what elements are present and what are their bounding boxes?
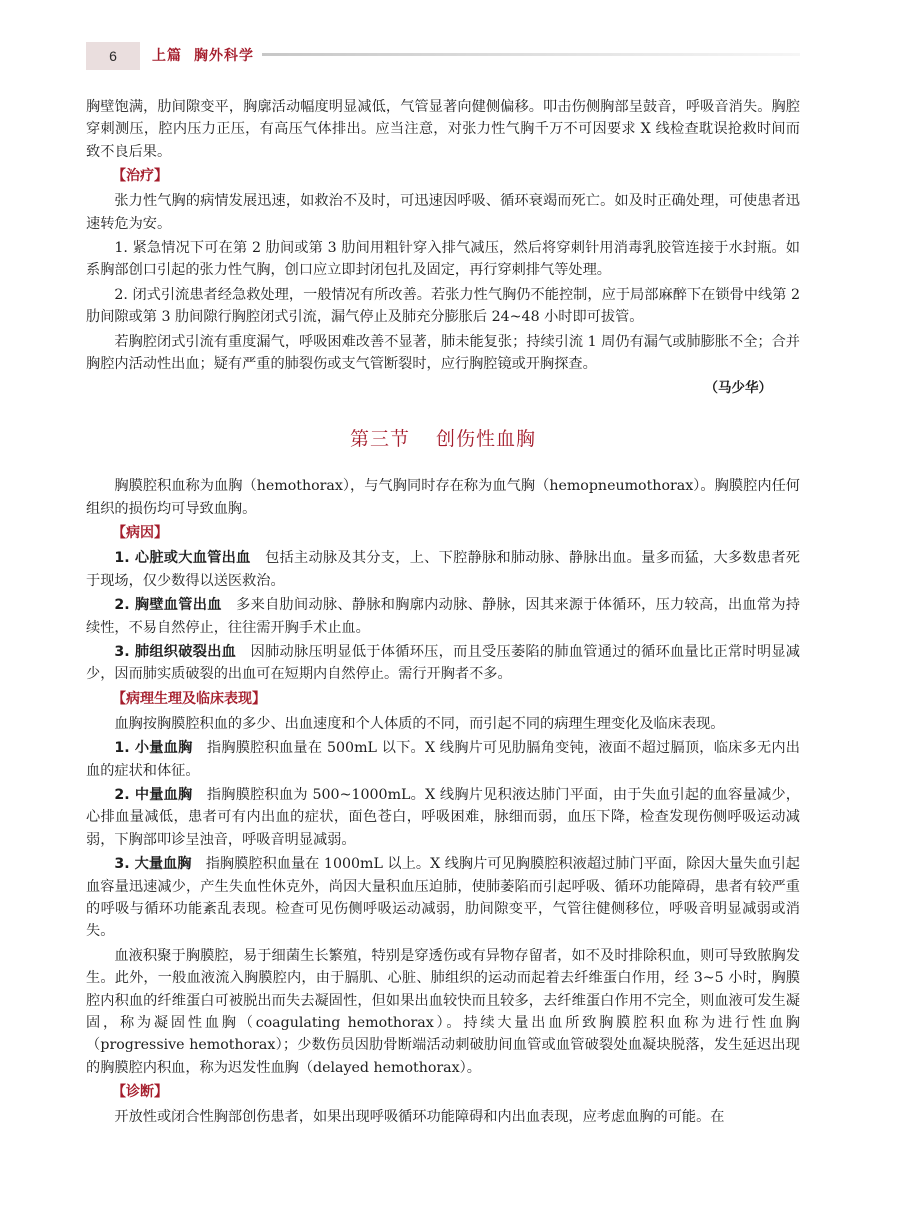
running-head: [152, 45, 254, 65]
large-hemothorax-lead: 3. 大量血胸: [114, 856, 192, 873]
paragraph-clotting: 血液积聚于胸膜腔，易于细菌生长繁殖，特别是穿透伤或有异物存留者，如不及时排除积血，则可导致脓胸发生。此外，一般血液流入胸膜腔内，由于膈肌、心脏、肺组织的运动而起着去纤维蛋白作用，经 3~5 小时，胸膜腔内积血的纤维蛋白可被脱出而失去凝固性，但如果出血较快而且较多，去纤维蛋白作用不完全，则血液可发生凝固，称为凝固性血胸（coagulating hemothorax）。持续大量出血所致胸膜腔积血称为进行性血胸（progressive hemothorax）；少数伤员因肋骨断端活动刺破肋间血管或血管破裂处血凝块脱落，发生延迟出现的胸膜腔内积血，称为迟发性血胸（delayed hemothorax）。: [86, 947, 800, 1076]
heading-cause: 【病因】: [112, 525, 168, 542]
paragraph-treatment-2: 2. 闭式引流患者经急救处理，一般情况有所改善。若张力性气胸仍不能控制，应于局部麻醉下在锁骨中线第 2 肋间隙或第 3 肋间隙行胸腔闭式引流，漏气停止及肺充分膨胀后 24~48 小时即可拔管。: [86, 286, 800, 326]
medium-hemothorax-lead: 2. 中量血胸: [114, 786, 193, 803]
running-head-part: 上篇: [152, 48, 182, 64]
paragraph-treatment-1: 1. 紧急情况下可在第 2 肋间或第 3 肋间用粗针穿入排气减压，然后将穿刺针用消毒乳胶管连接于水封瓶。如系胸部创口引起的张力性气胸，创口应立即封闭包扎及固定，再行穿刺排气等处理。: [86, 240, 800, 279]
page-number: 6: [86, 42, 140, 70]
cause-3-text: 因肺动脉压明显低于体循环压，而且受压萎陷的肺血管通过的循环血量比正常时明显减少，因而肺实质破裂的出血可在短期内自然停止。需行开胸者不多。: [86, 643, 800, 683]
section-title-text: 创伤性血胸: [436, 428, 537, 451]
paragraph-medium-hemothorax: [86, 784, 800, 851]
small-hemothorax-lead: 1. 小量血胸: [114, 740, 193, 757]
section-title: [86, 425, 800, 453]
large-hemothorax-text: 指胸膜腔积血量在 1000mL 以上。X 线胸片可见胸膜腔积液超过肺门平面，除因大量失血引起血容量迅速减少，产生失血性休克外，尚因大量积血压迫肺，使肺萎陷而引起呼吸、循环功能障碍，患者有较严重的呼吸与循环功能紊乱表现。检查可见伤侧呼吸运动减弱，肋间隙变平，气管往健侧移位，呼吸音明显减弱或消失。: [86, 856, 800, 940]
paragraph-treatment-3: 若胸腔闭式引流有重度漏气，呼吸困难改善不显著，肺未能复张；持续引流 1 周仍有漏气或肺膨胀不全；合并胸腔内活动性出血；疑有严重的肺裂伤或支气管断裂时，应行胸腔镜或开胸探查。: [86, 333, 800, 373]
paragraph-cause-3: [86, 641, 800, 686]
cause-1-lead: 1. 心脏或大血管出血: [114, 550, 251, 567]
paragraph-large-hemothorax: [86, 853, 800, 943]
heading-pathophysiology: 【病理生理及临床表现】: [112, 690, 266, 707]
paragraph-small-hemothorax: [86, 737, 800, 782]
cause-2-text: 多来自肋间动脉、静脉和胸廓内动脉、静脉，因其来源于体循环，压力较高，出血常为持续性，不易自然停止，往往需开胸手术止血。: [86, 597, 800, 636]
paragraph-section-intro: 胸膜腔积血称为血胸（hemothorax），与气胸同时存在称为血气胸（hemopneumothorax）。胸膜腔内任何组织的损伤均可导致血胸。: [86, 478, 800, 517]
heading-treatment: 【治疗】: [112, 168, 168, 185]
paragraph-cause-1: [86, 547, 800, 592]
heading-diagnosis: 【诊断】: [112, 1084, 168, 1101]
paragraph-cause-2: [86, 594, 800, 639]
cause-3-lead: 3. 肺组织破裂出血: [114, 643, 237, 660]
small-hemothorax-text: 指胸膜腔积血量在 500mL 以下。X 线胸片可见肋膈角变钝，液面不超过膈顶，临床多无内出血的症状和体征。: [86, 740, 800, 779]
paragraph-treatment-intro: 张力性气胸的病情发展迅速，如救治不及时，可迅速因呼吸、循环衰竭而死亡。如及时正确处理，可使患者迅速转危为安。: [86, 193, 800, 232]
page-body: [86, 96, 800, 1131]
author-credit: （马少华）: [704, 380, 772, 397]
medium-hemothorax-text: 指胸膜腔积血为 500~1000mL。X 线胸片见积液达肺门平面，由于失血引起的血容量减少，心排血量减低，患者可有内出血的症状，面色苍白，呼吸困难，脉细而弱，血压下降，检查发现伤侧呼吸运动减弱，下胸部叩诊呈浊音，呼吸音明显减弱。: [86, 786, 800, 848]
section-number: 第三节: [349, 428, 410, 451]
cause-2-lead: 2. 胸壁血管出血: [114, 597, 222, 614]
running-head-subject: 胸外科学: [194, 48, 254, 64]
header-rule: [262, 53, 800, 56]
page-header: [0, 0, 900, 80]
paragraph-patho-intro: 血胸按胸膜腔积血的多少、出血速度和个人体质的不同，而引起不同的病理生理变化及临床表现。: [114, 715, 725, 732]
paragraph-diagnosis: 开放性或闭合性胸部创伤患者，如果出现呼吸循环功能障碍和内出血表现，应考虑血胸的可能。在: [114, 1109, 725, 1126]
paragraph-continuation: 胸壁饱满，肋间隙变平，胸廓活动幅度明显减低，气管显著向健侧偏移。叩击伤侧胸部呈鼓音，呼吸音消失。胸腔穿刺测压，腔内压力正压，有高压气体排出。应当注意，对张力性气胸千万不可因要求 X 线检查耽误抢救时间而致不良后果。: [86, 99, 800, 160]
cause-1-text: 包括主动脉及其分支，上、下腔静脉和肺动脉、静脉出血。量多而猛，大多数患者死于现场，仅少数得以送医救治。: [86, 550, 800, 589]
